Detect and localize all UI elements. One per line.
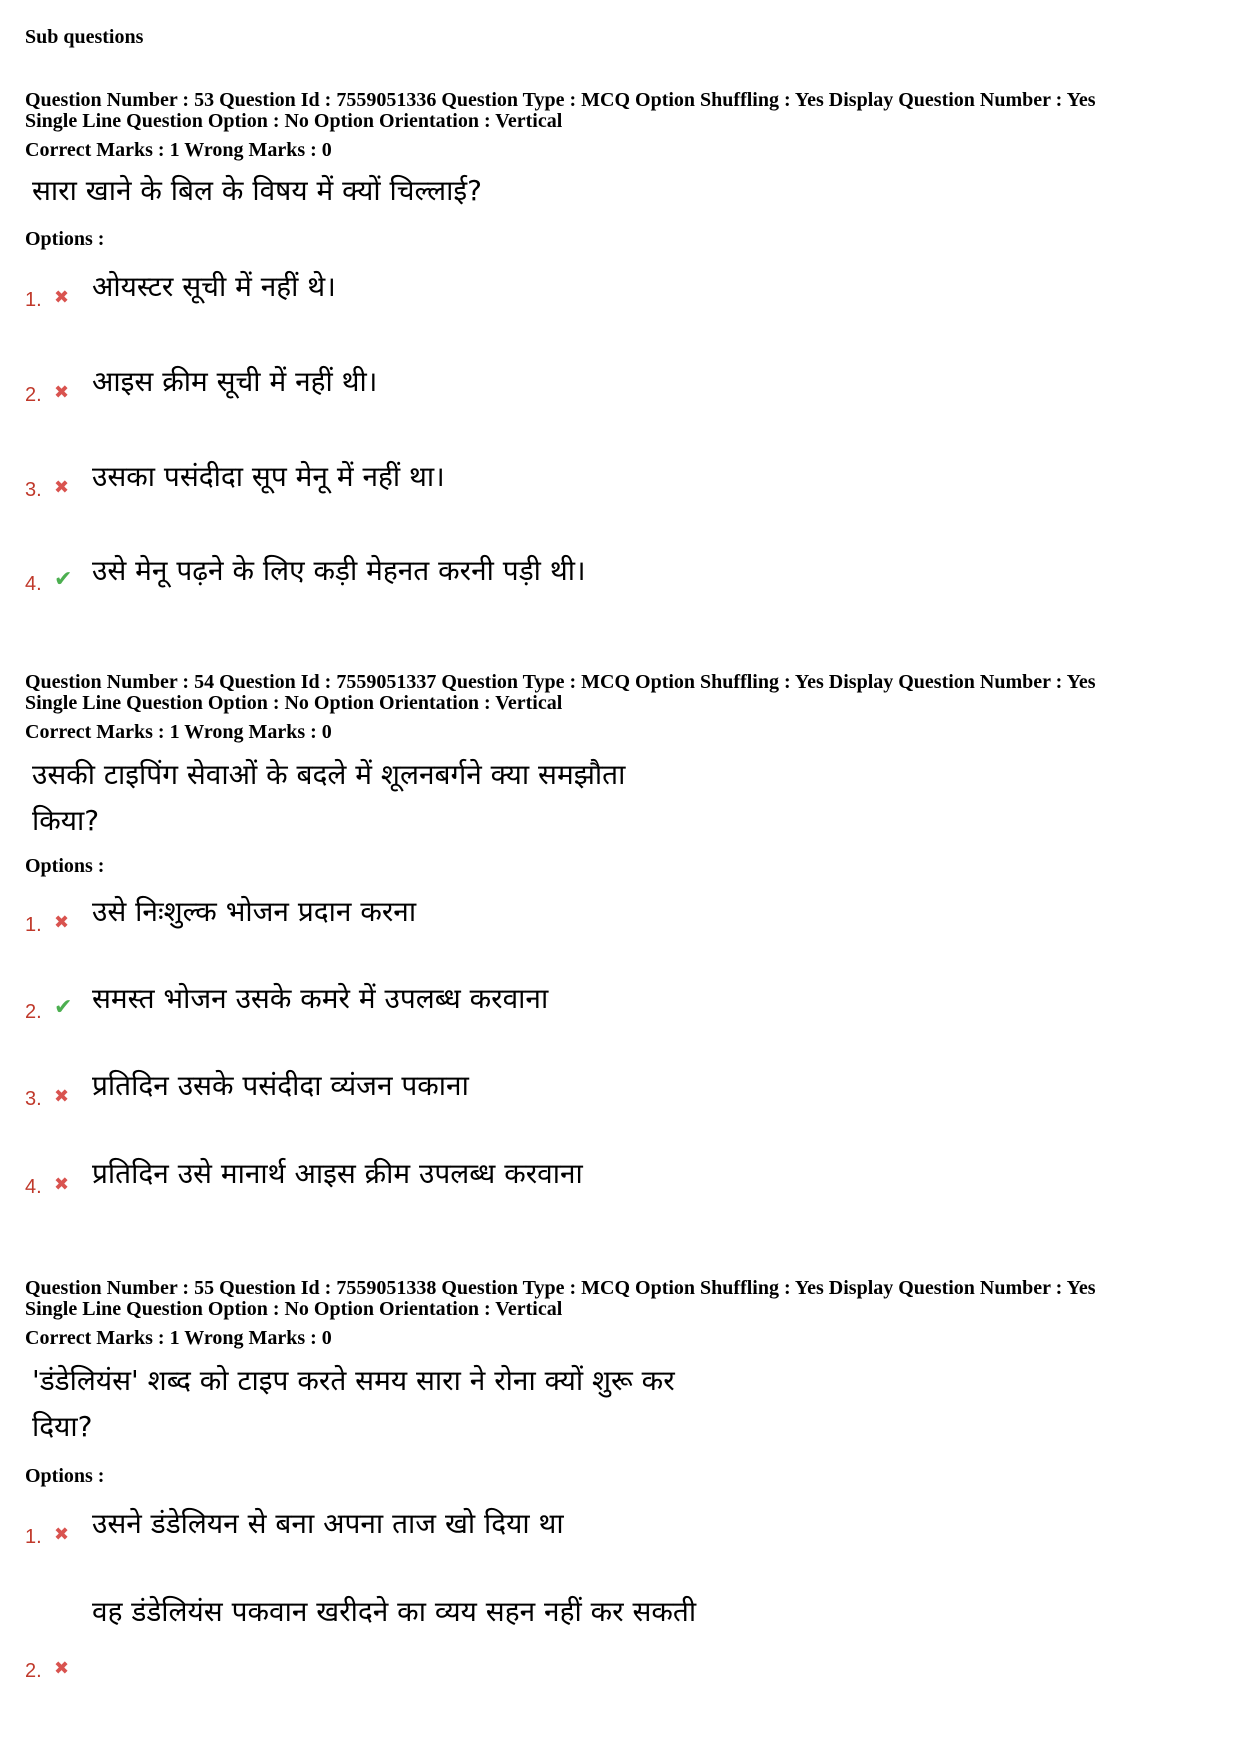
wrong-mark-icon: ✖ — [54, 477, 70, 498]
wrong-mark-icon: ✖ — [54, 1524, 70, 1545]
option-item — [0, 455, 1240, 515]
option-item — [0, 549, 1240, 609]
question-text: सारा खाने के बिल के विषय में क्यों चिल्लाई? — [32, 174, 482, 207]
options-label: Options : — [25, 855, 105, 877]
option-number: 3. — [25, 479, 42, 501]
question-marks: Correct Marks : 1 Wrong Marks : 0 — [25, 1327, 332, 1349]
wrong-mark-icon: ✖ — [54, 287, 70, 308]
wrong-mark-icon: ✖ — [54, 382, 70, 403]
option-item — [0, 1152, 1240, 1212]
question-text: उसकी टाइपिंग सेवाओं के बदले में शूलनबर्गने क्या समझौता किया? — [32, 758, 626, 837]
option-text: वह डंडेलियंस पकवान खरीदने का व्यय सहन नहीं कर सकती — [92, 1595, 697, 1628]
correct-mark-icon: ✔ — [54, 567, 73, 592]
option-number: 1. — [25, 914, 42, 936]
option-text: प्रतिदिन उसके पसंदीदा व्यंजन पकाना — [92, 1069, 469, 1102]
wrong-mark-icon: ✖ — [54, 1174, 70, 1195]
option-number: 1. — [25, 289, 42, 311]
option-item — [0, 977, 1240, 1037]
question-meta-line: Single Line Question Option : No Option Orientation : Vertical — [25, 1298, 563, 1320]
option-text: आइस क्रीम सूची में नहीं थी। — [92, 365, 378, 398]
option-number: 2. — [25, 1660, 42, 1682]
option-item — [0, 1502, 1240, 1562]
option-text: उसे निःशुल्क भोजन प्रदान करना — [92, 895, 417, 928]
wrong-mark-icon: ✖ — [54, 912, 70, 933]
question-text: 'डंडेलियंस' शब्द को टाइप करते समय सारा ने रोना क्यों शुरू कर दिया? — [32, 1364, 675, 1443]
section-heading: Sub questions — [25, 26, 144, 48]
option-item — [0, 890, 1240, 950]
option-text: समस्त भोजन उसके कमरे में उपलब्ध करवाना — [92, 982, 549, 1015]
option-item — [0, 265, 1240, 325]
option-text: उसने डंडेलियन से बना अपना ताज खो दिया था — [92, 1507, 564, 1540]
option-text: ओयस्टर सूची में नहीं थे। — [92, 270, 336, 303]
option-text: उसे मेनू पढ़ने के लिए कड़ी मेहनत करनी पड़ी थी। — [92, 554, 586, 587]
option-item — [0, 1590, 1240, 1690]
option-number: 4. — [25, 573, 42, 595]
question-meta-line: Question Number : 53 Question Id : 7559051336 Question Type : MCQ Option Shuffling : Yes Display Question Number : Yes — [25, 89, 1096, 111]
wrong-mark-icon: ✖ — [54, 1086, 70, 1107]
option-text: उसका पसंदीदा सूप मेनू में नहीं था। — [92, 460, 445, 493]
options-label: Options : — [25, 228, 105, 250]
option-number: 4. — [25, 1176, 42, 1198]
wrong-mark-icon: ✖ — [54, 1658, 70, 1679]
option-item — [0, 1064, 1240, 1124]
question-meta-line: Question Number : 54 Question Id : 7559051337 Question Type : MCQ Option Shuffling : Yes Display Question Number : Yes — [25, 671, 1096, 693]
question-meta-line: Single Line Question Option : No Option Orientation : Vertical — [25, 692, 563, 714]
option-number: 3. — [25, 1088, 42, 1110]
question-marks: Correct Marks : 1 Wrong Marks : 0 — [25, 139, 332, 161]
question-meta-line: Single Line Question Option : No Option Orientation : Vertical — [25, 110, 563, 132]
option-number: 2. — [25, 384, 42, 406]
option-text: प्रतिदिन उसे मानार्थ आइस क्रीम उपलब्ध करवाना — [92, 1157, 583, 1190]
option-number: 2. — [25, 1001, 42, 1023]
correct-mark-icon: ✔ — [54, 995, 73, 1020]
options-label: Options : — [25, 1465, 105, 1487]
question-meta-line: Question Number : 55 Question Id : 7559051338 Question Type : MCQ Option Shuffling : Yes Display Question Number : Yes — [25, 1277, 1096, 1299]
question-marks: Correct Marks : 1 Wrong Marks : 0 — [25, 721, 332, 743]
option-number: 1. — [25, 1526, 42, 1548]
option-item — [0, 360, 1240, 420]
